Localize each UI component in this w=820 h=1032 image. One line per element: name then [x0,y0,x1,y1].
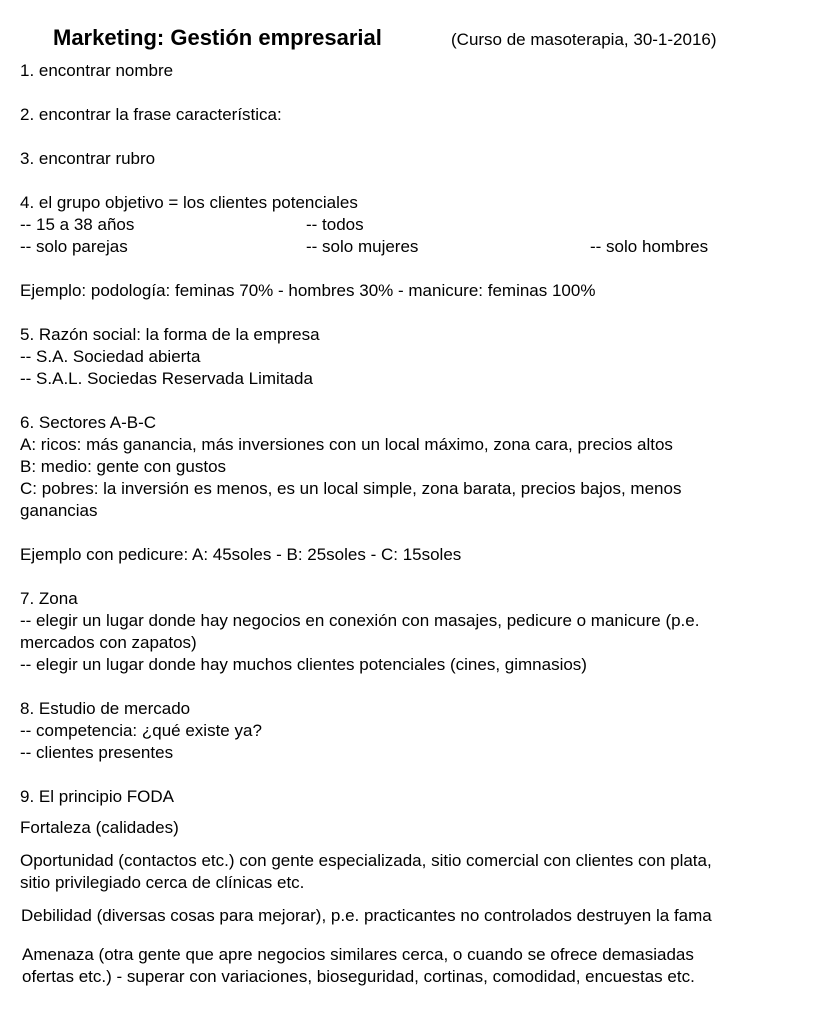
list-item: A: ricos: más ganancia, más inversiones con un local máximo, zona cara, precios altos [20,435,673,454]
foda-oportunidad: sitio privilegiado cerca de clínicas etc. [20,873,305,892]
target-option: -- 15 a 38 años [20,215,135,234]
section-2-heading: 2. encontrar la frase característica: [20,105,282,124]
list-item: mercados con zapatos) [20,633,197,652]
target-option: -- solo mujeres [306,237,419,256]
list-item: -- elegir un lugar donde hay muchos clientes potenciales (cines, gimnasios) [20,655,587,674]
list-item: -- competencia: ¿qué existe ya? [20,721,262,740]
section-6-heading: 6. Sectores A-B-C [20,413,157,432]
section-6-example: Ejemplo con pedicure: A: 45soles - B: 25soles - C: 15soles [20,545,462,564]
list-item: -- S.A. Sociedad abierta [20,347,201,366]
section-3-heading: 3. encontrar rubro [20,149,156,168]
list-item: -- elegir un lugar donde hay negocios en conexión con masajes, pedicure o manicure (p.e. [20,611,700,630]
document-title: Marketing: Gestión empresarial [53,25,382,50]
section-9-heading: 9. El principio FODA [20,787,174,806]
foda-oportunidad: Oportunidad (contactos etc.) con gente especializada, sitio comercial con clientes con plata, [20,851,712,870]
list-item: B: medio: gente con gustos [20,457,227,476]
section-7-heading: 7. Zona [20,589,78,608]
list-item: ganancias [20,501,98,520]
list-item: -- S.A.L. Sociedas Reservada Limitada [20,369,313,388]
list-item: -- clientes presentes [20,743,174,762]
target-option: -- solo hombres [590,237,709,256]
list-item: C: pobres: la inversión es menos, es un local simple, zona barata, precios bajos, menos [20,479,682,498]
section-1-heading: 1. encontrar nombre [20,61,174,80]
foda-fortaleza: Fortaleza (calidades) [20,818,179,837]
target-option: -- todos [306,215,364,234]
section-4-heading: 4. el grupo objetivo = los clientes potenciales [20,193,358,212]
foda-debilidad: Debilidad (diversas cosas para mejorar), p.e. practicantes no controlados destruyen la fama [21,906,712,925]
target-option: -- solo parejas [20,237,128,256]
section-5-heading: 5. Razón social: la forma de la empresa [20,325,320,344]
section-4-example: Ejemplo: podología: feminas 70% - hombres 30% - manicure: feminas 100% [20,281,596,300]
document-subtitle: (Curso de masoterapia, 30-1-2016) [451,30,717,49]
section-8-heading: 8. Estudio de mercado [20,699,191,718]
foda-amenaza: Amenaza (otra gente que apre negocios similares cerca, o cuando se ofrece demasiadas [22,945,694,964]
foda-amenaza: ofertas etc.) - superar con variaciones, bioseguridad, cortinas, comodidad, encuestas etc. [22,967,695,986]
